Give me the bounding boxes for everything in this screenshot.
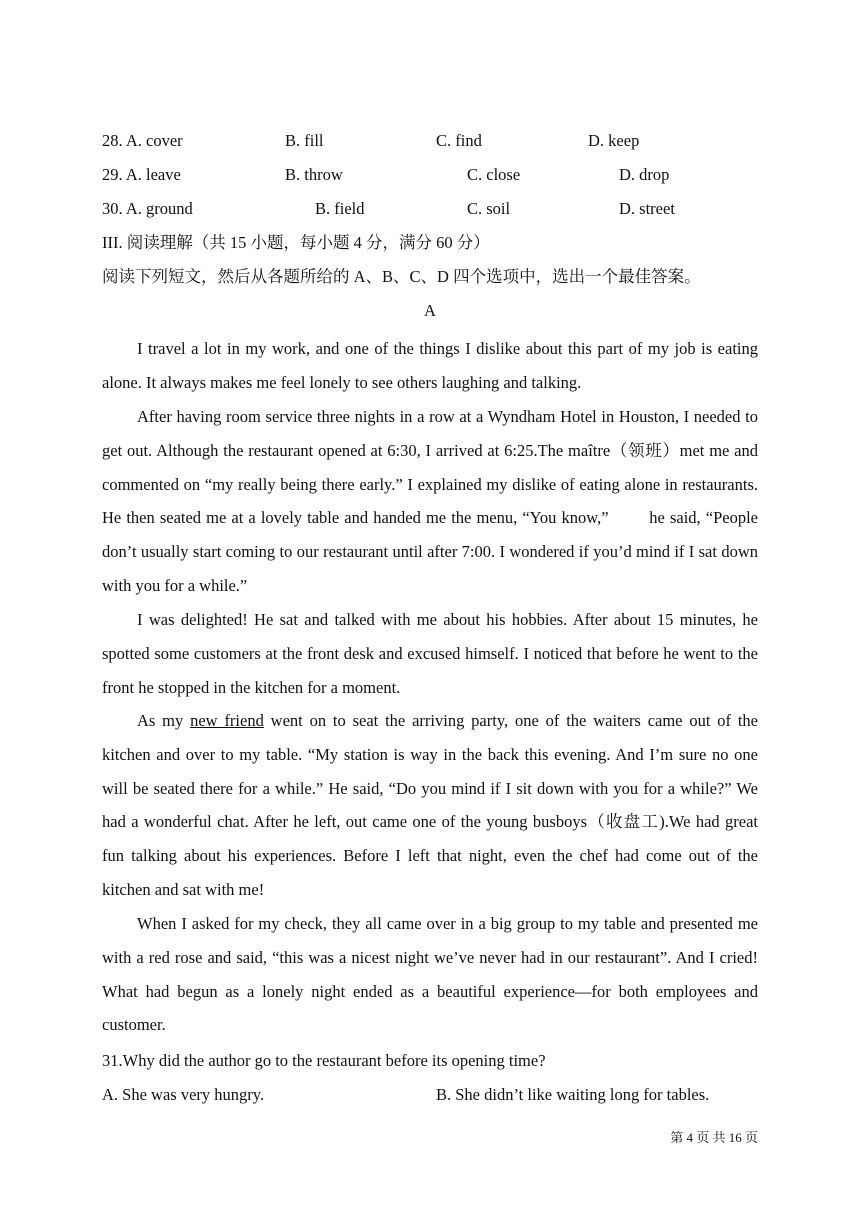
option-29-b: B. throw bbox=[285, 165, 343, 184]
paragraph-4-start: As my bbox=[137, 711, 191, 730]
option-29-c: C. close bbox=[467, 165, 521, 184]
option-30-c: C. soil bbox=[467, 199, 511, 218]
passage-paragraph-3: I was delighted! He sat and talked with me about his hobbies. After about 15 minutes, he spotted some customers at the front desk and excused himself. I noticed that before he went to the front he stopped in the kitchen for a moment. bbox=[102, 610, 758, 697]
page-number: 第 4 页 共 16 页 bbox=[670, 1130, 758, 1145]
section-title: III. 阅读理解（共 15 小题，每小题 4 分，满分 60 分） bbox=[102, 233, 490, 252]
option-28-a: 28. A. cover bbox=[102, 131, 183, 150]
passage-label: A bbox=[424, 301, 436, 320]
option-30-a: 30. A. ground bbox=[102, 199, 193, 218]
question-31-option-a: A. She was very hungry. bbox=[102, 1085, 265, 1104]
option-29-a: 29. A. leave bbox=[102, 165, 181, 184]
question-31-option-b: B. She didn’t like waiting long for tables. bbox=[436, 1085, 710, 1104]
passage-paragraph-2: After having room service three nights in a row at a Wyndham Hotel in Houston, I needed to get out. Although the restaurant opened at 6:30, I arrived at 6:25.The maître（领班）met me and commented on “my really being there early.” I explained my dislike of eating alone in restaurants. He then seated me at a lovely table and handed me the menu, “You know,” he said, “People don’t usually start coming to our restaurant until after 7:00. I wondered if you’d mind if I sat down with you for a while.” bbox=[102, 407, 758, 595]
option-28-b: B. fill bbox=[285, 131, 324, 150]
underlined-new-friend: new friend bbox=[190, 711, 264, 730]
option-28-c: C. find bbox=[436, 131, 482, 150]
option-30-b: B. field bbox=[315, 199, 365, 218]
option-30-d: D. street bbox=[619, 199, 675, 218]
passage-paragraph-1: I travel a lot in my work, and one of the things I dislike about this part of my job is eating alone. It always makes me feel lonely to see others laughing and talking. bbox=[102, 339, 758, 392]
passage-paragraph-5: When I asked for my check, they all came over in a big group to my table and presented me with a red rose and said, “this was a nicest night we’ve never had in our restaurant”. And I cried! What had begun as a lonely night ended as a beautiful experience—for both employees and customer. bbox=[102, 914, 758, 1035]
option-29-d: D. drop bbox=[619, 165, 670, 184]
paragraph-4-rest: went on to seat the arriving party, one of the waiters came out of the kitchen and over to my table. “My station is way in the back this evening. And I’m sure no one will be seated there for a while.” He said, “Do you mind if I sit down with you for a while?” We had a wonderful chat. After he left, out came one of the young busboys（收盘工).We had great fun talking about his experiences. Before I left that night, even the chef had come out of the kitchen and sat with me! bbox=[102, 711, 759, 899]
option-28-d: D. keep bbox=[588, 131, 640, 150]
question-31-stem: 31.Why did the author go to the restaurant before its opening time? bbox=[102, 1051, 546, 1070]
instructions: 阅读下列短文，然后从各题所给的 A、B、C、D 四个选项中，选出一个最佳答案。 bbox=[102, 267, 701, 286]
passage-paragraph-4 bbox=[102, 704, 758, 907]
